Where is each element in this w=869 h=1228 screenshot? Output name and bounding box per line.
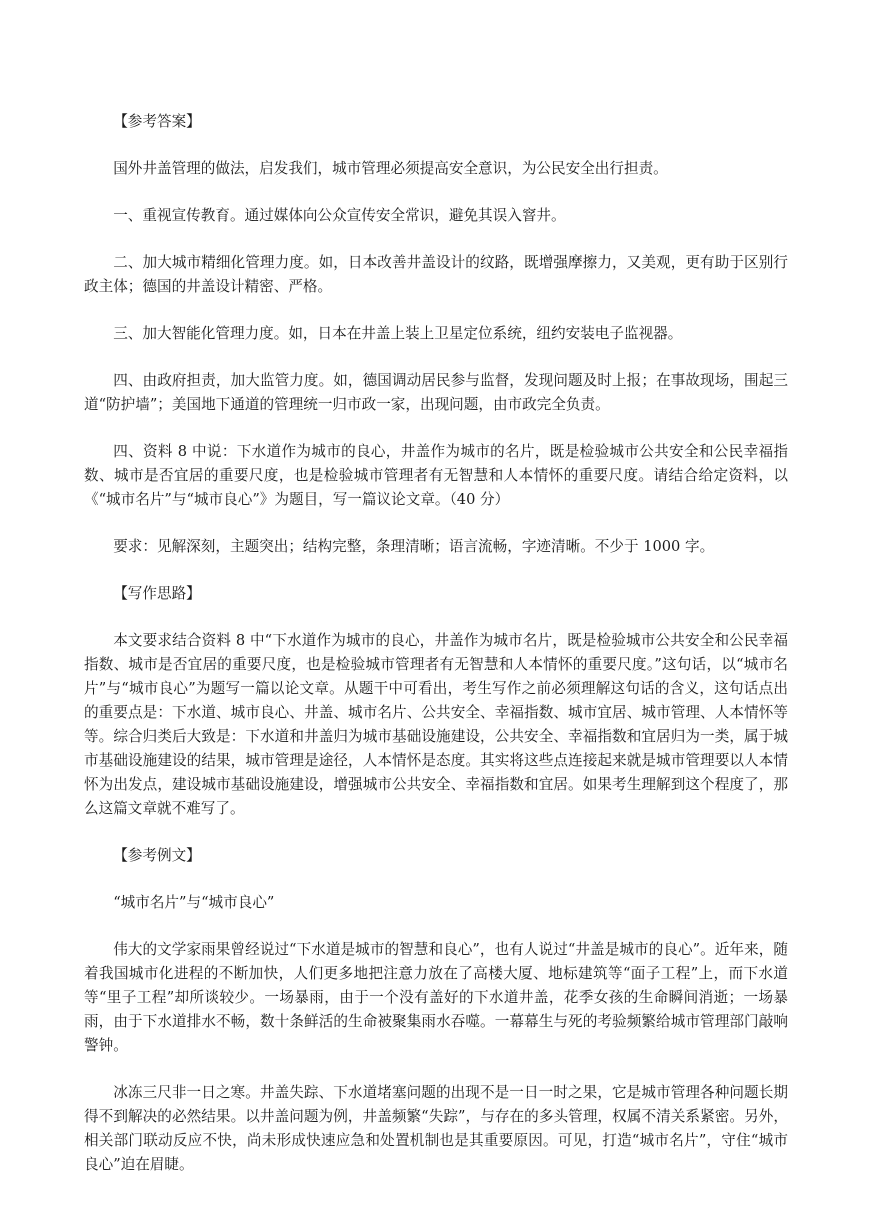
answer-intro: 国外井盖管理的做法，启发我们，城市管理必须提高安全意识，为公民安全出行担责。 (113, 160, 668, 177)
writing-approach-heading: 【写作思路】 (113, 585, 201, 602)
essay-paragraph-2: 冰冻三尺非一日之寒。井盖失踪、下水道堵塞问题的出现不是一日一时之果，它是城市管理各种问题长期得不到解决的必然结果。以井盖问题为例，井盖频繁“失踪”，与存在的多头管理，权属不清关系紧密。另外，相关部门联动反应不快，尚未形成快速应急和处置机制也是其重要原因。可见，打造“城市名片”，守住“城市良心”迫在眉睫。 (84, 1084, 788, 1173)
question-4: 四、资料 8 中说：下水道作为城市的良心，井盖作为城市的名片，既是检验城市公共安全和公民幸福指数、城市是否宜居的重要尺度，也是检验城市管理者有无智慧和人本情怀的重要尺度。请结合给定资料，以《“城市名片”与“城市良心”》为题目，写一篇议论文章。（40 分） (84, 443, 788, 508)
essay-title: “城市名片”与“城市良心” (113, 894, 275, 911)
writing-approach-body: 本文要求结合资料 8 中“下水道作为城市的良心，井盖作为城市名片，既是检验城市公共安全和公民幸福指数、城市是否宜居的重要尺度，也是检验城市管理者有无智慧和人本情怀的重要尺度。”这句话，以“城市名片”与“城市良心”为题写一篇以论文章。从题干中可看出，考生写作之前必须理解这句话的含义，这句话点出的重要点是：下水道、城市良心、井盖、城市名片、公共安全、幸福指数、城市宜居、城市管理、人本情怀等等。综合归类后大致是：下水道和井盖归为城市基础设施建设，公共安全、幸福指数和宜居归为一类，属于城市基础设施建设的结果，城市管理是途径，人本情怀是态度。其实将这些点连接起来就是城市管理要以人本情怀为出发点，建设城市基础设施建设，增强城市公共安全、幸福指数和宜居。如果考生理解到这个程度了，那么这篇文章就不难写了。 (84, 632, 788, 817)
essay-paragraph-1: 伟大的文学家雨果曾经说过“下水道是城市的智慧和良心”，也有人说过“井盖是城市的良心”。近年来，随着我国城市化进程的不断加快，人们更多地把注意力放在了高楼大厦、地标建筑等“面子工程”上，而下水道等“里子工程”却所谈较少。一场暴雨，由于一个没有盖好的下水道井盖，花季女孩的生命瞬间消逝；一场暴雨，由于下水道排水不畅，数十条鲜活的生命被聚集雨水吞噬。一幕幕生与死的考验频繁给城市管理部门敲响警钟。 (84, 941, 788, 1054)
answer-point-4: 四、由政府担责，加大监管力度。如，德国调动居民参与监督，发现问题及时上报；在事故现场，围起三道“防护墙”；美国地下通道的管理统一归市政一家，出现问题，由市政完全负责。 (84, 372, 788, 413)
answer-point-1: 一、重视宣传教育。通过媒体向公众宣传安全常识，避免其误入窨井。 (113, 207, 566, 224)
requirements: 要求：见解深刻，主题突出；结构完整，条理清晰；语言流畅，字迹清晰。不少于 1000 字。 (113, 538, 715, 555)
document-page (84, 110, 788, 1177)
answer-point-2: 二、加大城市精细化管理力度。如，日本改善井盖设计的纹路，既增强摩擦力，又美观，更有助于区别行政主体；德国的井盖设计精密、严格。 (84, 254, 788, 295)
sample-essay-heading: 【参考例文】 (113, 847, 201, 864)
answer-heading: 【参考答案】 (113, 113, 201, 130)
answer-point-3: 三、加大智能化管理力度。如，日本在井盖上装上卫星定位系统，纽约安装电子监视器。 (113, 325, 683, 342)
